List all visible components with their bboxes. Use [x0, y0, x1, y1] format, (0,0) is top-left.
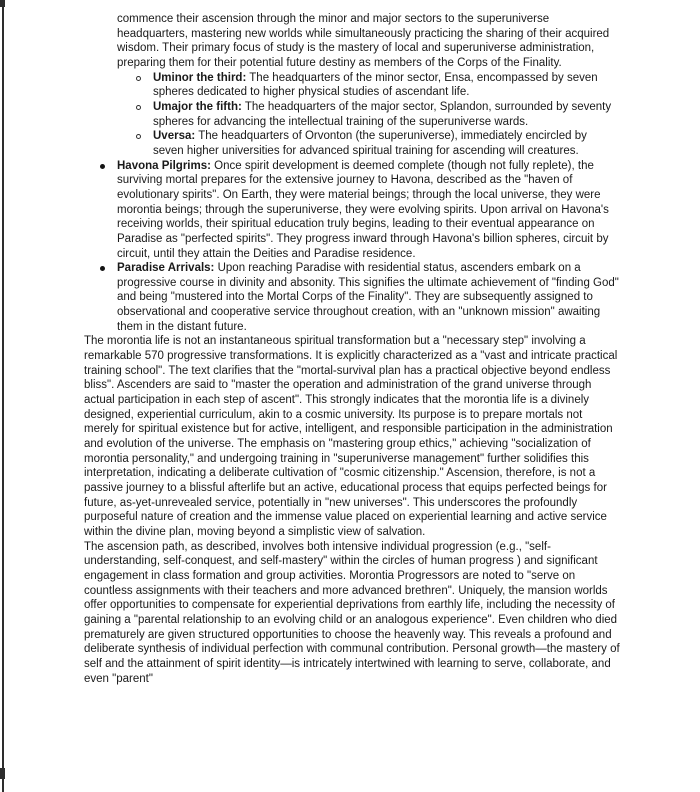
body-paragraph-ascension-path: The ascension path, as described, involves both intensive individual progression (e.g., "self-understanding, self-conquest, and self-mastery" within the circles of human progress ) and significant engagement in class formation and group activities. Morontia Progressors are noted to "serve on countless assignments with their teachers and more advanced brethren". Uniquely, the mansion worlds offer opportunities to compensate for experiential deprivations from earthly life, including the necessity of gaining a "parental relationship to an evolving child or an analogous experience". Even children who died prematurely are given structured opportunities to choose the heavenly way. This reveals a profound and deliberate synthesis of individual perfection with communal contribution. Personal growth—the mastery of self and the attainment of spirit identity—is intricately intertwined with learning to serve, collaborate, and even "parent": [84, 540, 620, 685]
sub-bullet-text: The headquarters of the major sector, Splandon, surrounded by seventy spheres for advancing the intellectual training of the superuniverse wards.: [153, 100, 612, 128]
page-left-edge-line: [2, 0, 4, 792]
sub-bullet-item-uminor: [153, 71, 620, 100]
continued-paragraph-text: commence their ascension through the minor and major sectors to the superuniverse headquarters, mastering new worlds while simultaneously practicing the sharing of their acquired wisdom. Their primary focus of study is the mastery of local and superuniverse administration, preparing them for their potential future destiny as members of the Corps of the Finality.: [117, 13, 610, 69]
bullet-label: Havona Pilgrims:: [117, 159, 211, 172]
bullet-item-paradise-arrivals: [117, 261, 620, 334]
solid-circle-bullet-icon: [100, 164, 105, 169]
hollow-circle-bullet-icon: [136, 76, 141, 81]
sub-bullet-label: Uversa:: [153, 130, 196, 143]
bullet-text: Once spirit development is deemed complete (though not fully replete), the surviving mortal prepares for the extensive journey to Havona, described as the "haven of evolutionary spirits". On Earth, they were material beings; through the local universe, they were morontia beings; through the superuniverse, they were evolving spirits. Upon arrival on Havona's receiving worlds, their spiritual education truly begins, leading to their eventual appearance on Paradise as "perfected spirits". They progress inward through Havona's billion spheres, circuit by circuit, until they attain the Deities and Paradise residence.: [117, 159, 609, 260]
bullet-text: Upon reaching Paradise with residential status, ascenders embark on a progressive course in divinity and absonity. This signifies the ultimate achievement of "finding God" and being "mustered into the Mortal Corps of the Finality". They are subsequently assigned to observational and cooperative service throughout creation, with an "unknown mission" awaiting them in the distant future.: [117, 262, 619, 333]
bullet-label: Paradise Arrivals:: [117, 262, 215, 275]
sub-bullet-text: The headquarters of the minor sector, Ensa, encompassed by seven spheres dedicated to higher physical studies of ascendant life.: [153, 71, 598, 99]
sub-bullet-label: Umajor the fifth:: [153, 100, 242, 113]
hollow-circle-bullet-icon: [136, 105, 141, 110]
page-corner-mark-bottom: [0, 768, 5, 779]
sub-bullet-item-umajor: [153, 100, 620, 129]
sub-bullet-text: The headquarters of Orvonton (the superuniverse), immediately encircled by seven higher universities for advanced spiritual training for ascending will creatures.: [153, 130, 587, 157]
page-corner-mark-top: [0, 0, 5, 7]
sub-bullet-label: Uminor the third:: [153, 71, 247, 84]
hollow-circle-bullet-icon: [136, 134, 141, 139]
sub-bullet-item-uversa: [153, 129, 620, 158]
document-page-text: [84, 12, 620, 686]
bullet-item-havona-pilgrims: [117, 159, 620, 262]
solid-circle-bullet-icon: [100, 266, 105, 271]
continued-bullet-paragraph: [117, 12, 620, 71]
body-paragraph-morontia-life: The morontia life is not an instantaneous spiritual transformation but a "necessary step" involving a remarkable 570 progressive transformations. It is explicitly characterized as a "vast and intricate practical training school". The text clarifies that the "mortal-survival plan has a practical objective beyond endless bliss". Ascenders are said to "master the operation and administration of the grand universe through actual participation in each step of ascent". This strongly indicates that the morontia life is a divinely designed, experiential curriculum, akin to a cosmic university. Its purpose is to prepare mortals not merely for spiritual existence but for active, intelligent, and responsible participation in the administration and evolution of the universe. The emphasis on "mastering group ethics," achieving "socialization of morontia personality," and undergoing training in "superuniverse management" further solidifies this interpretation, indicating a deliberate cultivation of "cosmic citizenship." Ascension, therefore, is not a passive journey to a blissful afterlife but an active, educational process that equips perfected beings for future, as-yet-unrevealed service, potentially in "new universes". This underscores the profoundly purposeful nature of creation and the immense value placed on experiential learning and active service within the divine plan, moving beyond a simplistic view of salvation.: [84, 335, 618, 538]
